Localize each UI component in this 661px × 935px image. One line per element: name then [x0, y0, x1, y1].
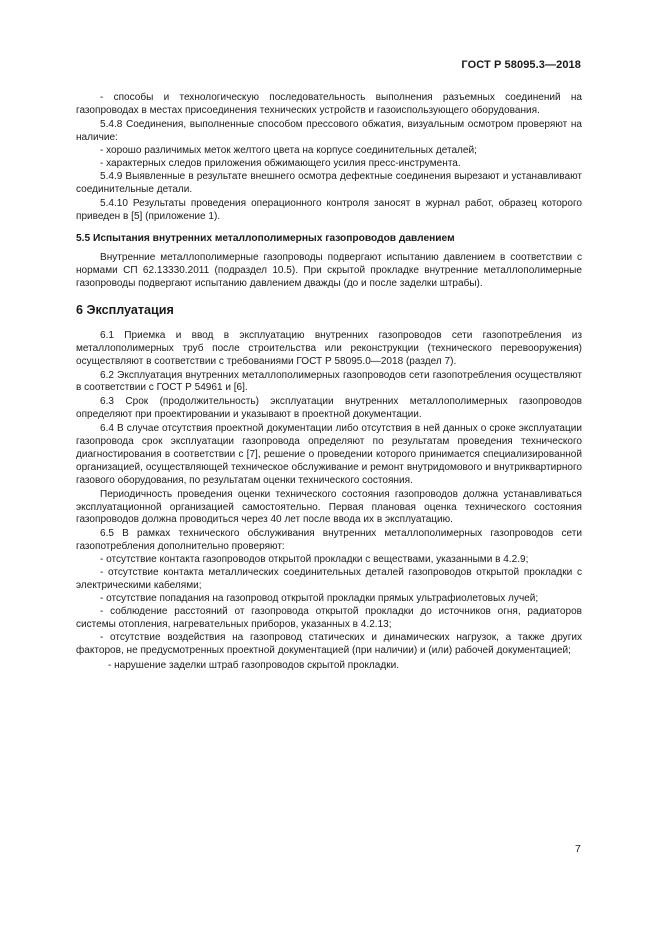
paragraph-5-5-body: Внутренние металлополимерные газопроводы подвергают испытанию давлением в соответствии с нормами СП 62.13330.2011 (подраздел 10.5). При скрытой прокладке внутренние металлополимерные газопроводы подвергают испытанию давлением дважды (до и после заделки штрабы). — [76, 252, 582, 289]
list-item: - отсутствие воздействия на газопровод статических и динамических нагрузок, а также других факторов, не предусмотренных проектной документацией (при наличии) и (или) рабочей документацией; — [76, 631, 582, 656]
paragraph-5-4-9: 5.4.9 Выявленные в результате внешнего осмотра дефектные соединения вырезают и устанавливают соединительные детали. — [76, 171, 582, 196]
section-heading-6: 6 Эксплуатация — [76, 302, 174, 317]
list-item: - характерных следов приложения обжимающего усилия пресс-инструмента. — [100, 157, 461, 169]
paragraph-6-2: 6.2 Эксплуатация внутренних металлополимерных газопроводов сети газопотребления осуществляют в соответствии с ГОСТ Р 54961 и [6]. — [76, 369, 582, 394]
section-heading-5-5: 5.5 Испытания внутренних металлополимерных газопроводов давлением — [76, 233, 455, 245]
paragraph-6-4: 6.4 В случае отсутствия проектной документации либо отсутствия в ней данных о сроке эксплуатации газопровода срок эксплуатации газопровода определяют по результатам проведения технического диагностирования в соответствии с [7], решение о проведении которого принимается специализированной организацией, осуществляющей техническое обслуживание и ремонт внутридомового и внутриквартирного газового оборудования, по результатам оценки технического состояния. — [76, 423, 582, 486]
document-body — [76, 92, 582, 673]
list-item: - отсутствие попадания на газопровод открытой прокладки прямых ультрафиолетовых лучей; — [100, 592, 539, 604]
list-item: - нарушение заделки штраб газопроводов скрытой прокладки. — [108, 660, 400, 672]
list-item: - способы и технологическую последовательность выполнения разъемных соединений на газопроводах в местах присоединения технических устройств и газоиспользующего оборудования. — [76, 92, 582, 116]
list-item: - отсутствие контакта металлических соединительных деталей газопроводов открытой прокладки с электрическими кабелями; — [76, 567, 582, 591]
list-item: - хорошо различимых меток желтого цвета на корпусе соединительных деталей; — [100, 144, 477, 156]
page-number: 7 — [575, 843, 581, 855]
list-item: - отсутствие контакта газопроводов открытой прокладки с веществами, указанными в 4.2.9; — [100, 554, 529, 566]
paragraph-6-5: 6.5 В рамках технического обслуживания внутренних металлополимерных газопроводов сети газопотребления дополнительно проверяют: — [76, 528, 582, 553]
paragraph-5-4-8: 5.4.8 Соединения, выполненные способом прессового обжатия, визуальным осмотром проверяют на наличие: — [76, 118, 582, 143]
paragraph-6-3: 6.3 Срок (продолжительность) эксплуатации внутренних металлополимерных газопроводов определяют при проектировании и указывают в проектной документации. — [76, 396, 582, 421]
paragraph-6-4-periodicity: Периодичность проведения оценки технического состояния газопроводов должна устанавливаться эксплуатационной организацией самостоятельно. Первая плановая оценка технического состояния газопроводов должна проводиться через 40 лет после ввода их в эксплуатацию. — [76, 488, 582, 526]
paragraph-5-4-10: 5.4.10 Результаты проведения операционного контроля заносят в журнал работ, образец которого приведен в [5] (приложение 1). — [76, 198, 582, 223]
paragraph-6-1: 6.1 Приемка и ввод в эксплуатацию внутренних газопроводов сети газопотребления из металлополимерных труб после строительства или реконструкции (технического перевооружения) осуществляют в соответствии с требованиями ГОСТ Р 58095.0—2018 (раздел 7). — [76, 329, 582, 367]
list-item: - соблюдение расстояний от газопровода открытой прокладки до источников огня, радиаторов системы отопления, нагревательных приборов, указанных в 4.2.13; — [76, 605, 582, 630]
document-header-code: ГОСТ Р 58095.3—2018 — [461, 59, 581, 71]
